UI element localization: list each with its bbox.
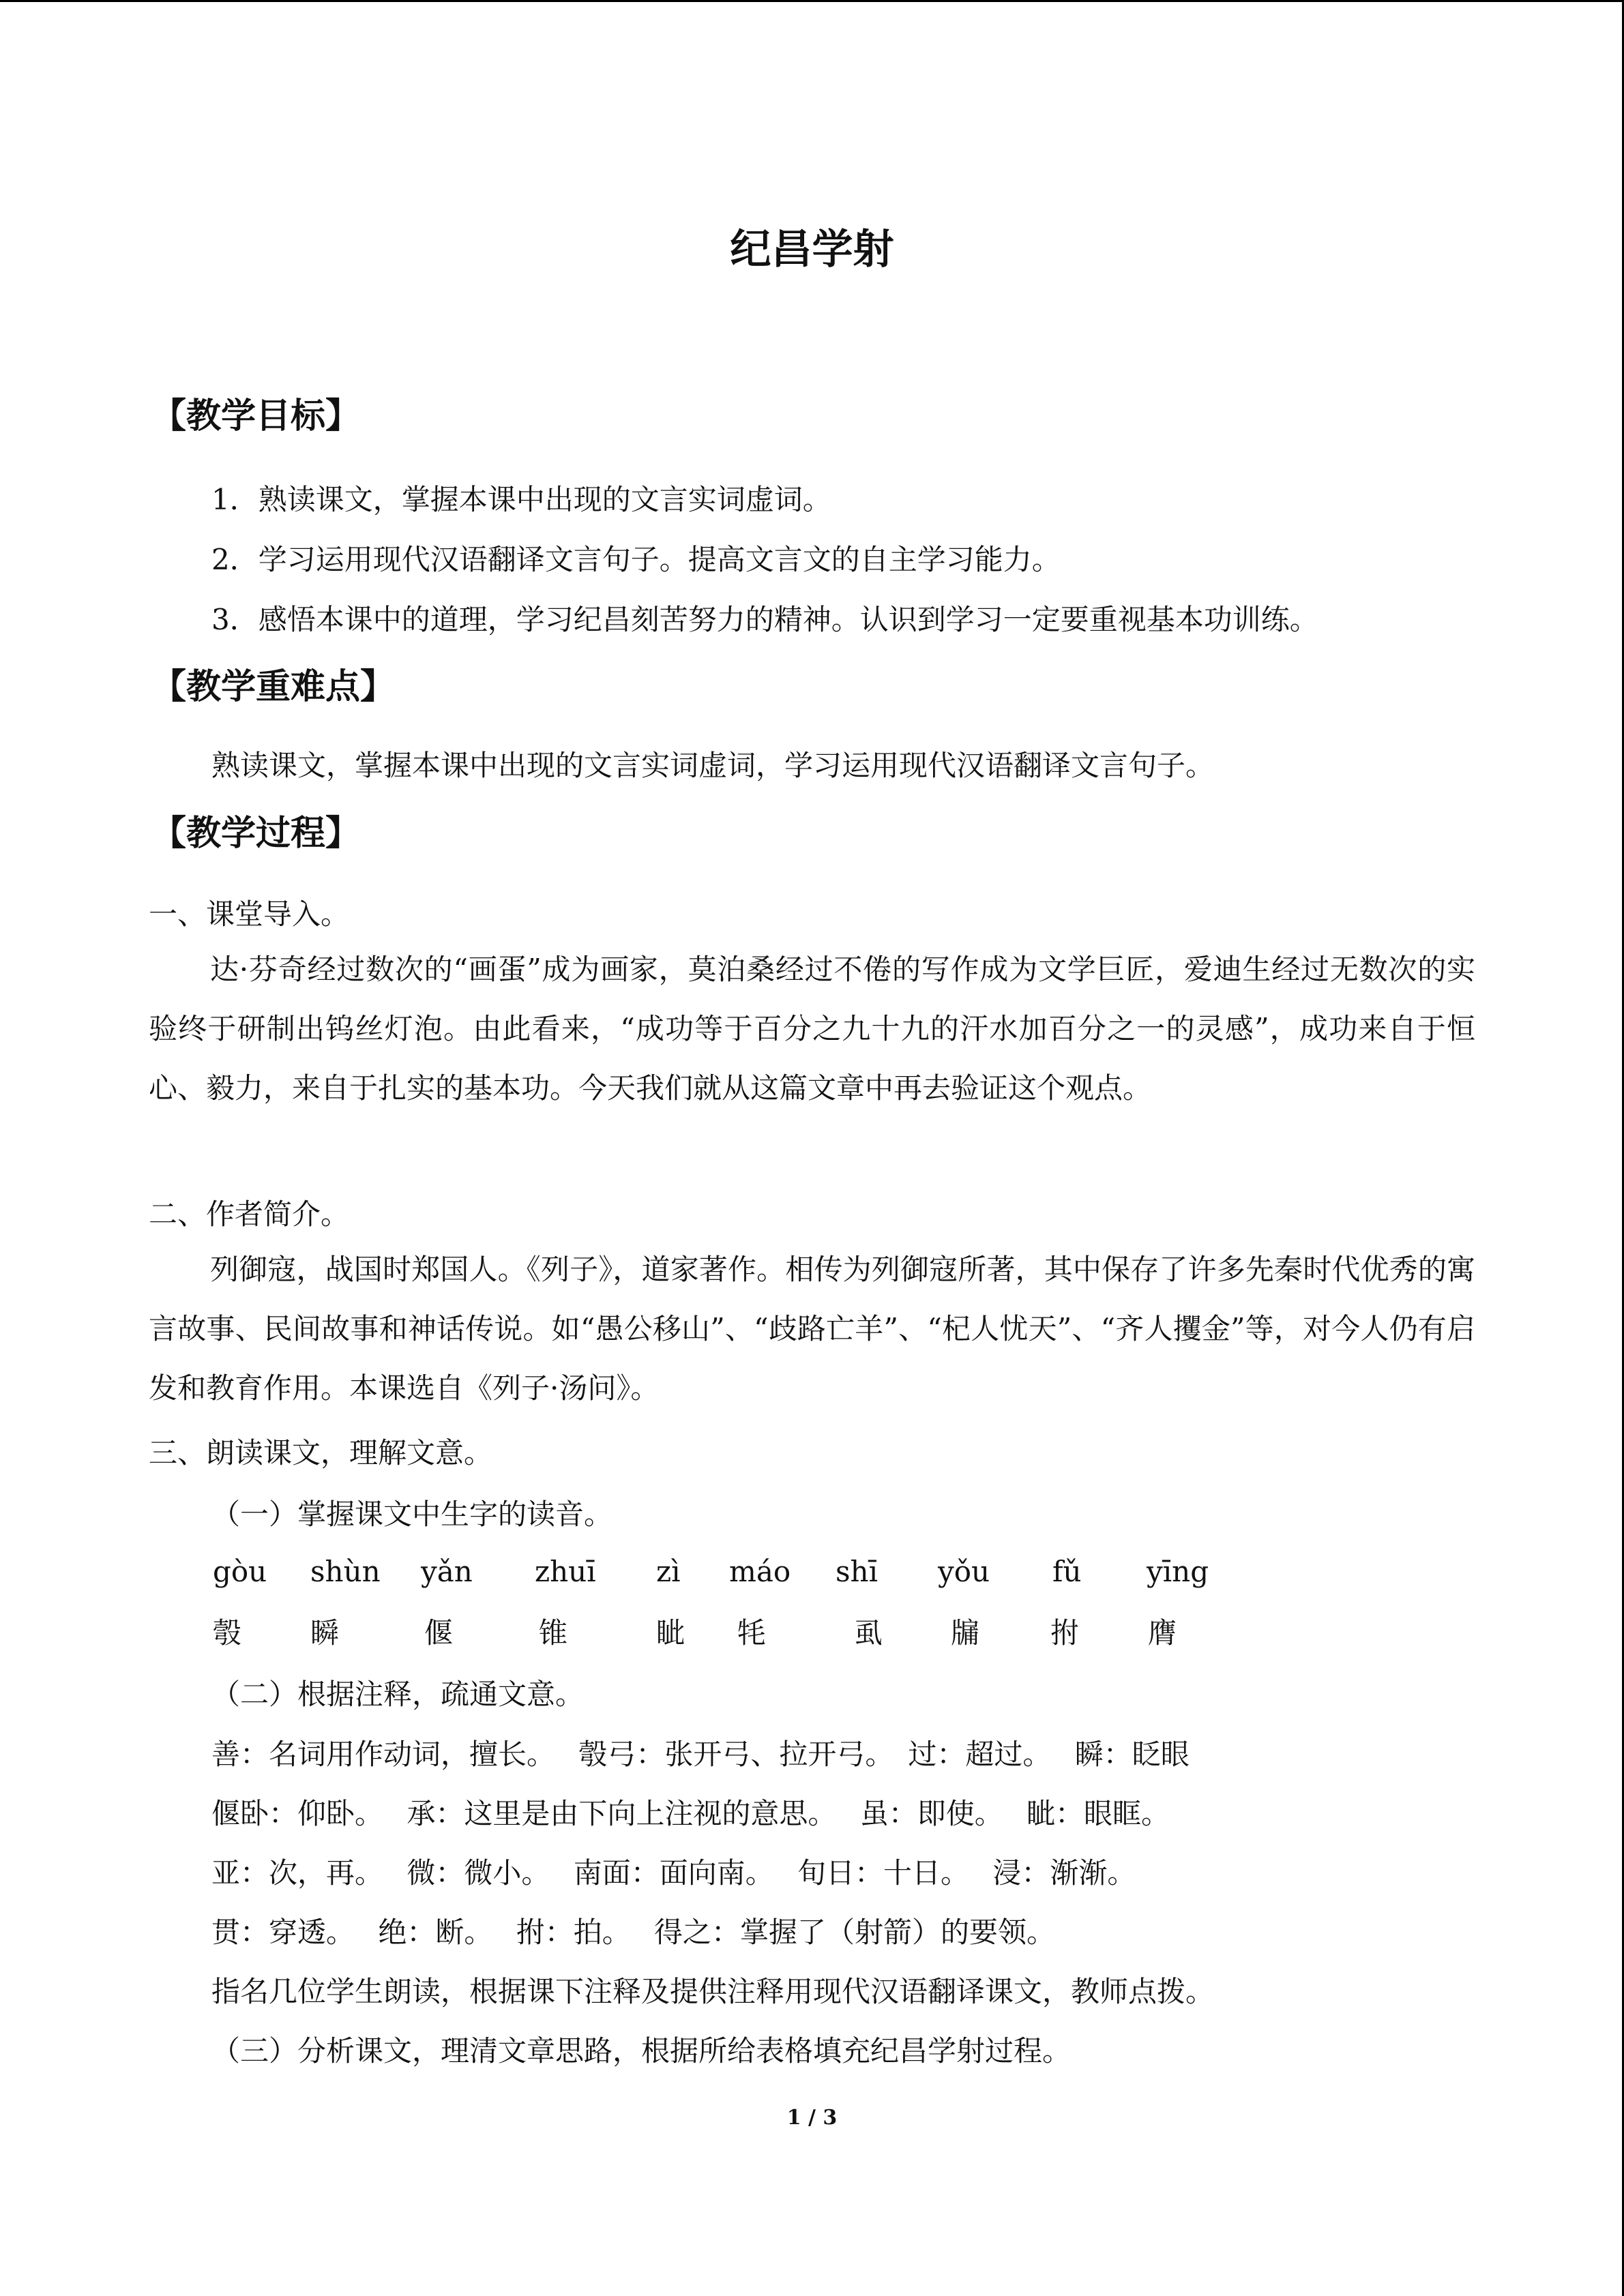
pinyin-4: zhuī [535,1555,596,1588]
note-line-4: 贯：穿透。 绝：断。 拊：拍。 得之：掌握了（射箭）的要领。 [211,1915,1056,1949]
char-3: 偃 [424,1616,454,1650]
page-title: 纪昌学射 [730,226,894,273]
sub1-title: （一）掌握课文中生字的读音。 [211,1497,613,1531]
char-10: 膺 [1148,1616,1177,1650]
note-line-2: 偃卧：仰卧。 承：这里是由下向上注视的意思。 虽：即使。 眦：眼眶。 [211,1797,1170,1830]
char-1: 彀 [213,1616,242,1650]
note-line-5: 指名几位学生朗读，根据课下注释及提供注释用现代汉语翻译课文，教师点拨。 [211,1975,1215,2008]
page-number: 1 / 3 [786,2106,838,2130]
note-line-1: 善：名词用作动词，擅长。 彀弓：张开弓、拉开弓。 过：超过。 瞬：眨眼 [211,1738,1190,1771]
pinyin-2: shùn [310,1555,381,1588]
objective-item-2: 2．学习运用现代汉语翻译文言句子。提高文言文的自主学习能力。 [211,543,1061,576]
note-line-3: 亚：次，再。 微：微小。 南面：面向南。 旬日：十日。 浸：渐渐。 [211,1856,1136,1890]
pinyin-1: gòu [213,1555,267,1588]
heading-keypoints: 【教学重难点】 [151,667,396,707]
pinyin-9: fǔ [1052,1555,1082,1588]
char-6: 牦 [737,1616,767,1650]
sub3-title: （三）分析课文，理清文章思路，根据所给表格填充纪昌学射过程。 [211,2034,1072,2068]
pinyin-5: zì [656,1555,681,1588]
heading-process: 【教学过程】 [151,814,361,854]
char-7: 虱 [854,1616,883,1650]
char-9: 拊 [1050,1616,1080,1650]
pinyin-6: máo [729,1555,791,1588]
pinyin-8: yǒu [938,1555,990,1588]
char-4: 锥 [539,1616,568,1650]
char-2: 瞬 [310,1616,340,1650]
step1-paragraph: 达·芬奇经过数次的“画蛋”成为画家，莫泊桑经过不倦的写作成为文学巨匠，爱迪生经过无数次的实验终于研制出钨丝灯泡。由此看来，“成功等于百分之九十九的汗水加百分之一的灵感”，成功来自于恒心、毅力，来自于扎实的基本功。今天我们就从这篇文章中再去验证这个观点。 [149,953,1475,1105]
step2-paragraph: 列御寇，战国时郑国人。《列子》，道家著作。相传为列御寇所著，其中保存了许多先秦时代优秀的寓言故事、民间故事和神话传说。如“愚公移山”、“歧路亡羊”、“杞人忧天”、“齐人攫金”等，对今人仍有启发和教育作用。本课选自《列子·汤问》。 [149,1253,1475,1405]
heading-objectives: 【教学目标】 [151,396,361,436]
page-border-top [0,0,1624,2]
char-5: 眦 [656,1616,685,1650]
pinyin-10: yīng [1147,1555,1209,1588]
step2-title: 二、作者简介。 [149,1197,350,1231]
objective-item-3: 3．感悟本课中的道理，学习纪昌刻苦努力的精神。认识到学习一定要重视基本功训练。 [211,603,1318,636]
pinyin-3: yǎn [421,1555,473,1588]
pinyin-7: shī [836,1555,879,1588]
step1-title: 一、课堂导入。 [149,897,350,931]
sub2-title: （二）根据注释，疏通文意。 [211,1678,585,1711]
keypoints-text: 熟读课文，掌握本课中出现的文言实词虚词，学习运用现代汉语翻译文言句子。 [211,749,1215,782]
objective-item-1: 1．熟读课文，掌握本课中出现的文言实词虚词。 [211,483,831,516]
step3-title: 三、朗读课文，理解文意。 [149,1436,493,1470]
char-8: 牖 [951,1616,980,1650]
